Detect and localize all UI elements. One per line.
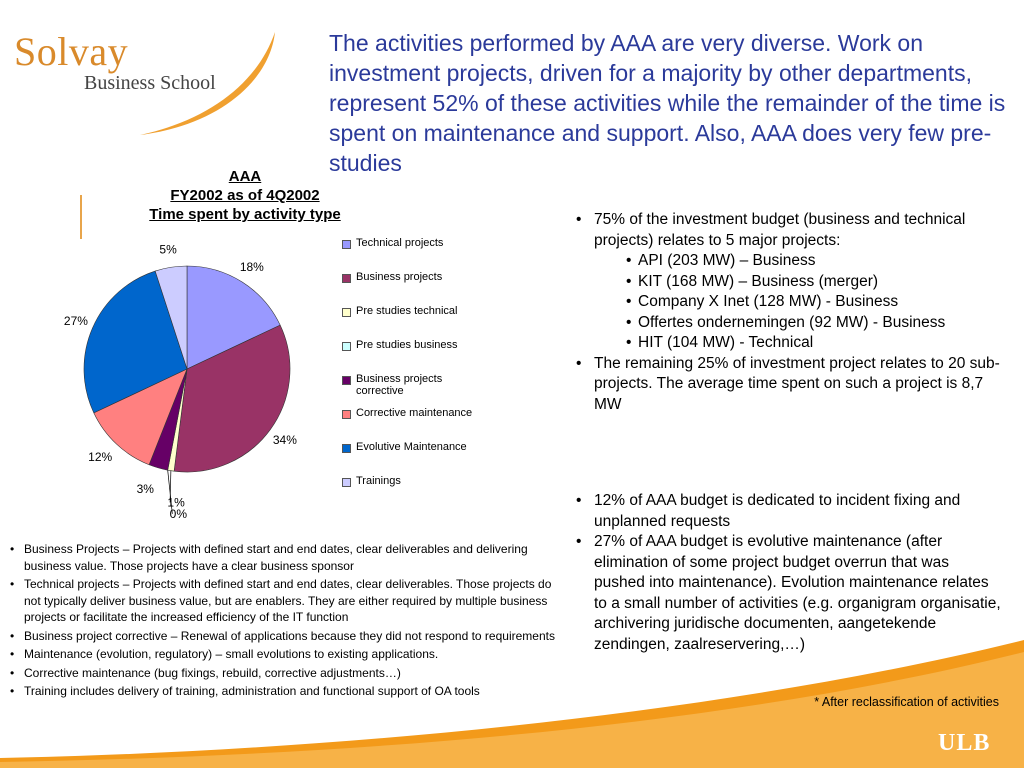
maintenance-bullet: • 27% of AAA budget is evolutive maintenance (after elimination of some project budget overrun that was pushed into maintenance). Evolution maintenance relates to a small number of activities (e.g. organigram organisatie, archivering juridische documenten, aangetekende zendingen, zaalreservering,…) — [574, 532, 1004, 655]
chart-title-line-3: Time spent by activity type — [149, 206, 341, 223]
legend-swatch — [342, 478, 351, 487]
chart-title — [120, 167, 370, 224]
legend-item — [342, 373, 492, 397]
project-item: • HIT (104 MW) - Technical — [574, 333, 1004, 354]
pie-data-label: 1% — [167, 495, 185, 510]
accent-bar — [80, 195, 82, 239]
legend-swatch — [342, 308, 351, 317]
project-item: • Company X Inet (128 MW) - Business — [574, 292, 1004, 313]
chart-title-line-1: AAA — [228, 168, 262, 185]
legend-label: Corrective maintenance — [356, 407, 473, 419]
project-list — [574, 251, 1004, 354]
legend-item — [342, 305, 492, 317]
legend-label: Trainings — [356, 475, 401, 487]
legend-label: Business projects corrective — [356, 373, 443, 397]
legend-label: Evolutive Maintenance — [356, 441, 467, 453]
legend-item — [342, 407, 492, 419]
legend-item — [342, 237, 492, 249]
legend-label: Pre studies technical — [356, 305, 458, 317]
legend-swatch — [342, 444, 351, 453]
investment-bullet-1 — [574, 210, 1004, 251]
investment-notes — [574, 210, 1004, 415]
project-item: • API (203 MW) – Business — [574, 251, 1004, 272]
pie-data-label: 34% — [272, 433, 297, 448]
legend-item — [342, 271, 492, 283]
pie-data-label: 12% — [88, 450, 113, 465]
pie-data-label: 5% — [159, 242, 177, 257]
definition-item: • Business Projects – Projects with defined start and end dates, clear deliverables and delivering business value. Those projects have a clear business sponsor — [10, 541, 558, 574]
project-item: • KIT (168 MW) – Business (merger) — [574, 272, 1004, 293]
legend-label: Business projects — [356, 271, 443, 283]
pie-chart — [40, 240, 330, 520]
definition-item: • Technical projects – Projects with defined start and end dates, clear deliverables. Those projects do not typically deliver business value, but are enablers. They are either required by multiple business projects or facilitate the increased efficiency of the IT function — [10, 576, 558, 626]
definition-item: • Training includes delivery of training, administration and functional support of OA tools — [10, 683, 558, 700]
legend-swatch — [342, 274, 351, 283]
project-item: • Offertes ondernemingen (92 MW) - Business — [574, 313, 1004, 334]
footnote: * After reclassification of activities — [814, 695, 999, 709]
maintenance-notes — [574, 491, 1004, 655]
pie-data-label: 0% — [169, 506, 187, 520]
legend-swatch — [342, 240, 351, 249]
pie-data-label: 18% — [239, 259, 264, 274]
investment-bullet-1-text: 75% of the investment budget (business and technical projects) relates to 5 major projects: — [594, 211, 966, 249]
maintenance-bullet: • 12% of AAA budget is dedicated to incident fixing and unplanned requests — [574, 491, 1004, 532]
legend-swatch — [342, 410, 351, 419]
logo-subtitle: Business School — [84, 72, 216, 94]
definitions-list — [10, 541, 558, 702]
legend-item — [342, 441, 492, 453]
investment-bullet-2: • The remaining 25% of investment project relates to 20 sub-projects. The average time spent on such a project is 8,7 MW — [574, 354, 1004, 416]
legend-label: Pre studies business — [356, 339, 458, 351]
pie-data-label: 3% — [136, 482, 154, 497]
headline: The activities performed by AAA are very diverse. Work on investment projects, driven for a majority by other departments, represent 52% of these activities while the remainder of the time is spent on maintenance and support. Also, AAA does very few pre-studies — [329, 30, 1006, 176]
legend-swatch — [342, 342, 351, 351]
legend-item — [342, 475, 492, 487]
definition-item: • Maintenance (evolution, regulatory) – small evolutions to existing applications. — [10, 646, 558, 663]
legend-item — [342, 339, 492, 351]
chart-title-line-2: FY2002 as of 4Q2002 — [170, 187, 320, 204]
logo-name: Solvay — [14, 29, 129, 74]
definition-item: • Corrective maintenance (bug fixings, rebuild, corrective adjustments…) — [10, 665, 558, 682]
definition-item: • Business project corrective – Renewal of applications because they did not respond to requirements — [10, 628, 558, 645]
legend-label: Technical projects — [356, 237, 444, 249]
ulb-logo: ULB — [938, 730, 991, 756]
pie-data-label: 27% — [63, 313, 88, 328]
legend-swatch — [342, 376, 351, 385]
